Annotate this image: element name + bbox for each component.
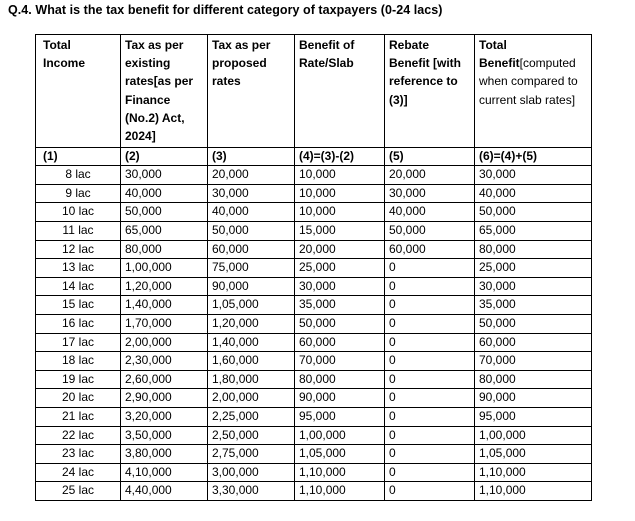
existing-tax-cell: 1,70,000 — [121, 314, 208, 333]
header-total-benefit-note: [computed when compared to current slab rates] — [479, 56, 578, 107]
column-number: (6)=(4)+(5) — [475, 148, 592, 166]
slab-benefit-cell: 10,000 — [295, 203, 385, 222]
income-cell: 22 lac — [36, 426, 121, 445]
income-cell: 19 lac — [36, 370, 121, 389]
rebate-benefit-cell: 0 — [385, 407, 475, 426]
slab-benefit-cell: 50,000 — [295, 314, 385, 333]
total-benefit-cell: 25,000 — [475, 259, 592, 278]
total-benefit-cell: 50,000 — [475, 203, 592, 222]
income-cell: 18 lac — [36, 352, 121, 371]
proposed-tax-cell: 30,000 — [208, 184, 295, 203]
proposed-tax-cell: 2,50,000 — [208, 426, 295, 445]
existing-tax-cell: 2,00,000 — [121, 333, 208, 352]
column-number-row — [36, 148, 592, 166]
total-benefit-cell: 1,00,000 — [475, 426, 592, 445]
proposed-tax-cell: 1,05,000 — [208, 296, 295, 315]
existing-tax-cell: 65,000 — [121, 222, 208, 241]
table-row — [36, 240, 592, 259]
table-row — [36, 222, 592, 241]
slab-benefit-cell: 90,000 — [295, 389, 385, 408]
slab-benefit-cell: 1,10,000 — [295, 482, 385, 501]
total-benefit-cell: 35,000 — [475, 296, 592, 315]
rebate-benefit-cell: 0 — [385, 296, 475, 315]
table-row — [36, 482, 592, 501]
total-benefit-cell: 40,000 — [475, 184, 592, 203]
income-cell: 21 lac — [36, 407, 121, 426]
table-row — [36, 370, 592, 389]
total-benefit-cell: 90,000 — [475, 389, 592, 408]
rebate-benefit-cell: 0 — [385, 482, 475, 501]
income-cell: 17 lac — [36, 333, 121, 352]
proposed-tax-cell: 2,75,000 — [208, 445, 295, 464]
table-row — [36, 203, 592, 222]
income-cell: 12 lac — [36, 240, 121, 259]
income-cell: 24 lac — [36, 463, 121, 482]
rebate-benefit-cell: 0 — [385, 352, 475, 371]
income-cell: 11 lac — [36, 222, 121, 241]
proposed-tax-cell: 75,000 — [208, 259, 295, 278]
column-number: (4)=(3)-(2) — [295, 148, 385, 166]
proposed-tax-cell: 3,30,000 — [208, 482, 295, 501]
rebate-benefit-cell: 20,000 — [385, 166, 475, 185]
proposed-tax-cell: 3,00,000 — [208, 463, 295, 482]
table-row — [36, 333, 592, 352]
total-benefit-cell: 30,000 — [475, 166, 592, 185]
rebate-benefit-cell: 0 — [385, 426, 475, 445]
income-cell: 20 lac — [36, 389, 121, 408]
existing-tax-cell: 50,000 — [121, 203, 208, 222]
rebate-benefit-cell: 0 — [385, 277, 475, 296]
table-row — [36, 445, 592, 464]
existing-tax-cell: 4,40,000 — [121, 482, 208, 501]
table-row — [36, 407, 592, 426]
column-number: (2) — [121, 148, 208, 166]
table-row — [36, 184, 592, 203]
total-benefit-cell: 70,000 — [475, 352, 592, 371]
slab-benefit-cell: 30,000 — [295, 277, 385, 296]
proposed-tax-cell: 1,80,000 — [208, 370, 295, 389]
proposed-tax-cell: 1,20,000 — [208, 314, 295, 333]
header-total-benefit — [475, 35, 592, 148]
income-cell: 16 lac — [36, 314, 121, 333]
proposed-tax-cell: 90,000 — [208, 277, 295, 296]
existing-tax-cell: 2,30,000 — [121, 352, 208, 371]
total-benefit-cell: 65,000 — [475, 222, 592, 241]
income-cell: 8 lac — [36, 166, 121, 185]
existing-tax-cell: 30,000 — [121, 166, 208, 185]
total-benefit-cell: 30,000 — [475, 277, 592, 296]
existing-tax-cell: 1,00,000 — [121, 259, 208, 278]
rebate-benefit-cell: 0 — [385, 314, 475, 333]
header-existing-tax: Tax as per existing rates[as per Finance (No.2) Act, 2024] — [121, 35, 208, 148]
header-rebate-benefit: Rebate Benefit [with reference to (3)] — [385, 35, 475, 148]
table-row — [36, 352, 592, 371]
question-title: Q.4. What is the tax benefit for different category of taxpayers (0-24 lacs) — [8, 3, 443, 17]
slab-benefit-cell: 25,000 — [295, 259, 385, 278]
slab-benefit-cell: 15,000 — [295, 222, 385, 241]
existing-tax-cell: 3,20,000 — [121, 407, 208, 426]
income-cell: 23 lac — [36, 445, 121, 464]
slab-benefit-cell: 1,00,000 — [295, 426, 385, 445]
existing-tax-cell: 3,80,000 — [121, 445, 208, 464]
rebate-benefit-cell: 30,000 — [385, 184, 475, 203]
total-benefit-cell: 1,10,000 — [475, 482, 592, 501]
slab-benefit-cell: 60,000 — [295, 333, 385, 352]
existing-tax-cell: 1,20,000 — [121, 277, 208, 296]
column-number: (5) — [385, 148, 475, 166]
rebate-benefit-cell: 0 — [385, 463, 475, 482]
tax-benefit-table — [35, 34, 592, 501]
existing-tax-cell: 4,10,000 — [121, 463, 208, 482]
proposed-tax-cell: 60,000 — [208, 240, 295, 259]
total-benefit-cell: 1,05,000 — [475, 445, 592, 464]
slab-benefit-cell: 70,000 — [295, 352, 385, 371]
proposed-tax-cell: 40,000 — [208, 203, 295, 222]
proposed-tax-cell: 1,40,000 — [208, 333, 295, 352]
slab-benefit-cell: 80,000 — [295, 370, 385, 389]
existing-tax-cell: 3,50,000 — [121, 426, 208, 445]
table-row — [36, 277, 592, 296]
rebate-benefit-cell: 0 — [385, 259, 475, 278]
total-benefit-cell: 95,000 — [475, 407, 592, 426]
table-row — [36, 166, 592, 185]
table-row — [36, 389, 592, 408]
rebate-benefit-cell: 50,000 — [385, 222, 475, 241]
slab-benefit-cell: 1,05,000 — [295, 445, 385, 464]
proposed-tax-cell: 1,60,000 — [208, 352, 295, 371]
table-row — [36, 296, 592, 315]
existing-tax-cell: 2,90,000 — [121, 389, 208, 408]
existing-tax-cell: 2,60,000 — [121, 370, 208, 389]
header-rate-slab-benefit: Benefit of Rate/Slab — [295, 35, 385, 148]
slab-benefit-cell: 1,10,000 — [295, 463, 385, 482]
income-cell: 15 lac — [36, 296, 121, 315]
existing-tax-cell: 80,000 — [121, 240, 208, 259]
column-number: (1) — [36, 148, 121, 166]
total-benefit-cell: 80,000 — [475, 240, 592, 259]
total-benefit-cell: 1,10,000 — [475, 463, 592, 482]
proposed-tax-cell: 20,000 — [208, 166, 295, 185]
income-cell: 10 lac — [36, 203, 121, 222]
income-cell: 9 lac — [36, 184, 121, 203]
slab-benefit-cell: 35,000 — [295, 296, 385, 315]
proposed-tax-cell: 2,25,000 — [208, 407, 295, 426]
rebate-benefit-cell: 40,000 — [385, 203, 475, 222]
total-benefit-cell: 80,000 — [475, 370, 592, 389]
rebate-benefit-cell: 0 — [385, 445, 475, 464]
table-row — [36, 259, 592, 278]
income-cell: 14 lac — [36, 277, 121, 296]
proposed-tax-cell: 50,000 — [208, 222, 295, 241]
slab-benefit-cell: 10,000 — [295, 166, 385, 185]
header-proposed-tax: Tax as per proposed rates — [208, 35, 295, 148]
income-cell: 13 lac — [36, 259, 121, 278]
slab-benefit-cell: 20,000 — [295, 240, 385, 259]
total-benefit-cell: 50,000 — [475, 314, 592, 333]
rebate-benefit-cell: 0 — [385, 333, 475, 352]
slab-benefit-cell: 95,000 — [295, 407, 385, 426]
rebate-benefit-cell: 0 — [385, 370, 475, 389]
table-row — [36, 314, 592, 333]
existing-tax-cell: 40,000 — [121, 184, 208, 203]
slab-benefit-cell: 10,000 — [295, 184, 385, 203]
income-cell: 25 lac — [36, 482, 121, 501]
total-benefit-cell: 60,000 — [475, 333, 592, 352]
column-number: (3) — [208, 148, 295, 166]
header-row — [36, 35, 592, 148]
existing-tax-cell: 1,40,000 — [121, 296, 208, 315]
proposed-tax-cell: 2,00,000 — [208, 389, 295, 408]
header-total-income: Total Income — [36, 35, 121, 148]
header-total-benefit-label: Total Benefit — [479, 38, 520, 71]
rebate-benefit-cell: 0 — [385, 389, 475, 408]
table-row — [36, 426, 592, 445]
table-row — [36, 463, 592, 482]
rebate-benefit-cell: 60,000 — [385, 240, 475, 259]
